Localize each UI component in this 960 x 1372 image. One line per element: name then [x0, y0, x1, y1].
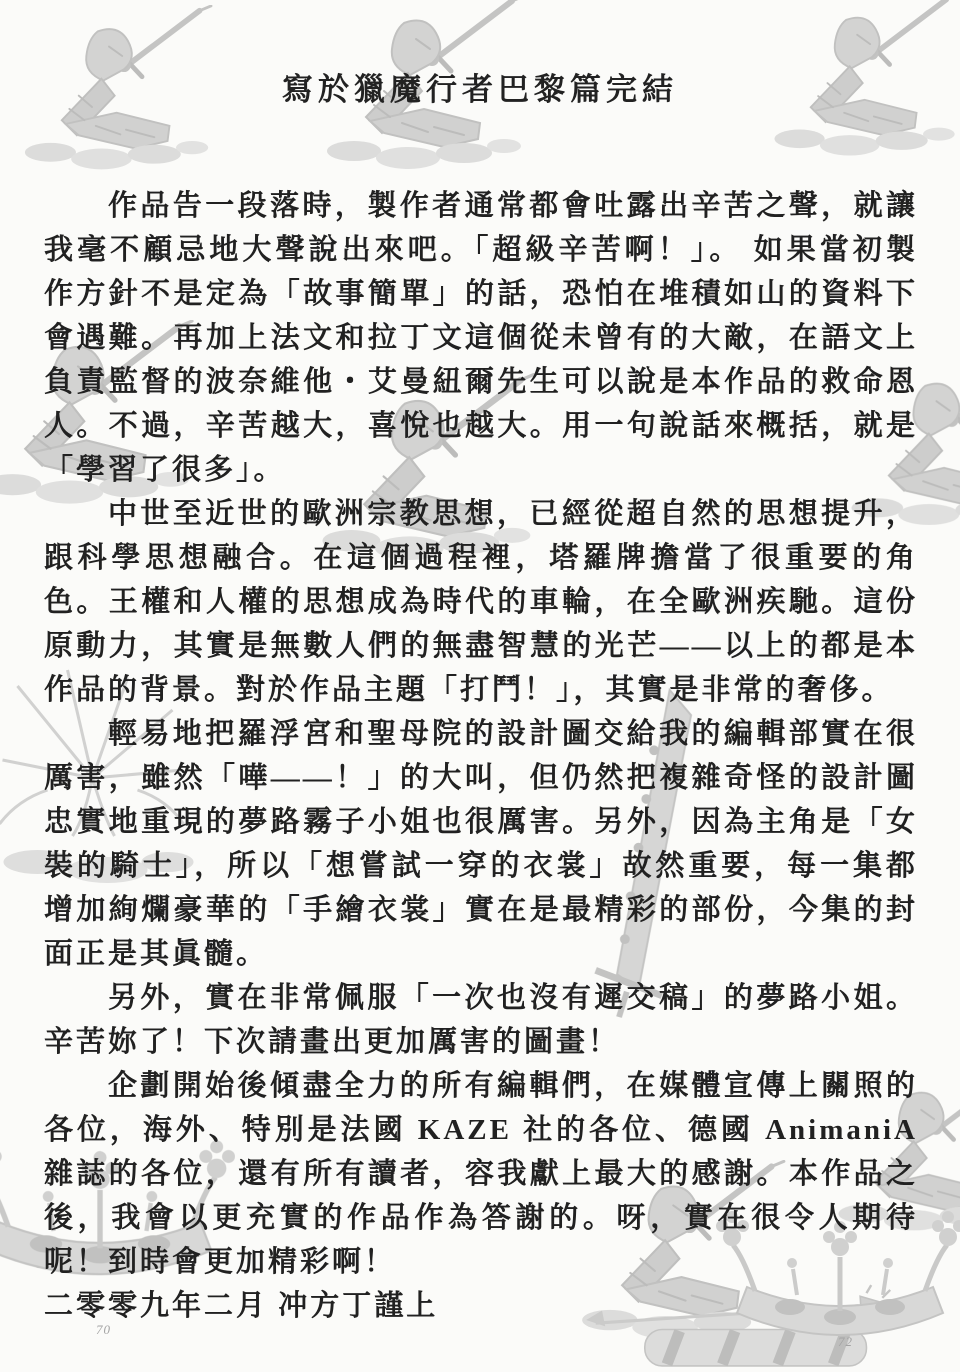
paragraph-2: 中世至近世的歐洲宗教思想，已經從超自然的思想提升，跟科學思想融合。在這個過程裡，塔羅牌擔當了很重要的角色。王權和人權的思想成為時代的車輪，在全歐洲疾馳。這份原動力，其實是無數人們的無盡智慧的光芒——以上的都是本作品的背景。對於作品主題「打鬥！」，其實是非常的奢侈。: [44, 498, 918, 706]
afterword-text: [44, 184, 918, 1328]
plate-number-right: 72: [838, 1334, 853, 1349]
plate-number-left: 70: [96, 1322, 111, 1337]
page-title: 寫於獵魔行者巴黎篇完結: [282, 72, 678, 107]
signature-line: 二零零九年二月 冲方丁謹上: [44, 1290, 439, 1322]
paragraph-1: 作品告一段落時，製作者通常都會吐露出辛苦之聲，就讓我毫不顧忌地大聲說出來吧。「超級辛苦啊！」。 如果當初製作方針不是定為「故事簡單」的話，恐怕在堆積如山的資料下會遇難。再加上法文和拉丁文這個從未曾有的大敵，在語文上負責監督的波奈維他・艾曼紐爾先生可以說是本作品的救命恩人。不過，辛苦越大，喜悅也越大。用一句說話來概括，就是「學習了很多」。: [44, 190, 918, 486]
paragraph-4: 另外，實在非常佩服「一次也沒有遲交稿」的夢路小姐。辛苦妳了！下次請畫出更加厲害的圖畫！: [44, 982, 918, 1058]
paragraph-5: 企劃開始後傾盡全力的所有編輯們，在媒體宣傳上關照的各位，海外、特別是法國 KAZE 社的各位、德國 AnimaniA 雜誌的各位，還有所有讀者，容我獻上最大的感謝。本作品之後，我會以更充實的作品作為答謝的。呀，實在很令人期待呢！到時會更加精彩啊！: [44, 1070, 918, 1278]
paragraph-3: 輕易地把羅浮宮和聖母院的設計圖交給我的編輯部實在很厲害，雖然「嘩——！」的大叫，但仍然把複雜奇怪的設計圖忠實地重現的夢路霧子小姐也很厲害。另外，因為主角是「女裝的騎士」，所以「想嘗試一穿的衣裳」故然重要，每一集都增加絢爛豪華的「手繪衣裳」實在是最精彩的部份，今集的封面正是其眞髓。: [44, 718, 918, 970]
